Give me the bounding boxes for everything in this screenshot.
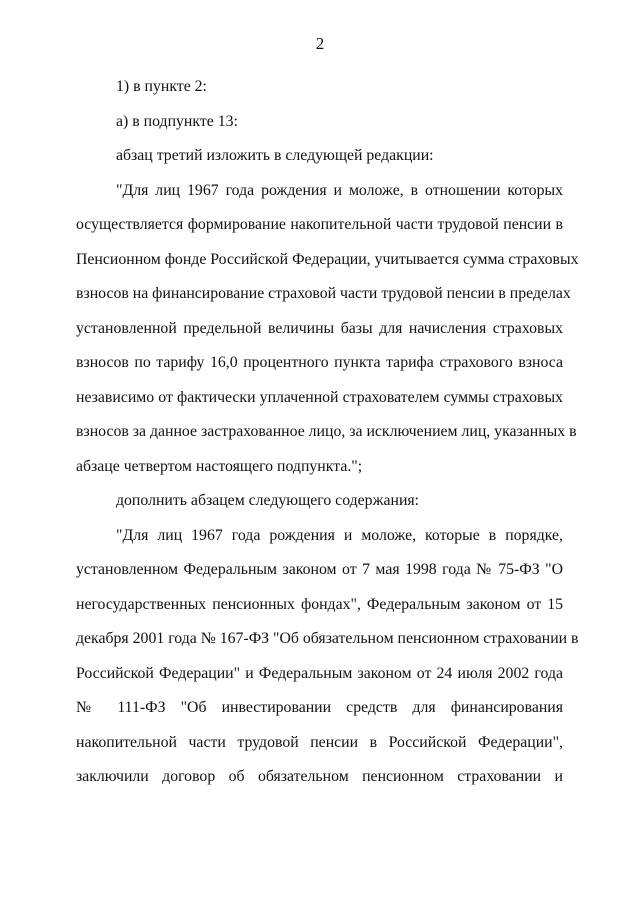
- quote-2-line-7: накопительной части трудовой пенсии в Российской Федерации",: [76, 733, 563, 751]
- quote-1-line-6: взносов по тарифу 16,0 процентного пункта тарифа страхового взноса: [76, 354, 563, 371]
- quote-1-line-5: установленной предельной величины базы для начисления страховых: [76, 319, 563, 337]
- quote-2-line-1: "Для лиц 1967 года рождения и моложе, которые в порядке,: [116, 526, 563, 544]
- paragraph-1-intro: абзац третий изложить в следующей редакции:: [116, 147, 434, 164]
- quote-2-line-5: Российской Федерации" и Федеральным законом от 24 июля 2002 года: [76, 664, 563, 682]
- quote-1-line-7: независимо от фактически уплаченной страхователем суммы страховых: [76, 388, 563, 406]
- quote-1-line-3: Пенсионном фонде Российской Федерации, учитывается сумма страховых: [76, 250, 579, 268]
- quote-1-line-2: осуществляется формирование накопительной части трудовой пенсии в: [76, 216, 563, 233]
- subitem-a-heading: а) в подпункте 13:: [116, 112, 238, 130]
- quote-2-line-4: декабря 2001 года № 167-ФЗ "Об обязательном пенсионном страховании в: [76, 630, 579, 647]
- page-number: 2: [315, 34, 325, 53]
- paragraph-2-quote: [76, 519, 579, 795]
- quote-1-line-9: абзаце четвертом настоящего подпункта.";: [76, 457, 363, 475]
- paragraph-1-quote: [76, 174, 579, 485]
- quote-2-line-8: заключили договор об обязательном пенсионном страховании и: [76, 768, 563, 785]
- quote-2-line-2: установленном Федеральным законом от 7 мая 1998 года № 75-ФЗ "О: [76, 561, 563, 578]
- quote-2-line-3: негосударственных пенсионных фондах", Федеральным законом от 15: [76, 595, 563, 613]
- quote-2-line-6: № 111-ФЗ "Об инвестировании средств для финансирования: [76, 699, 563, 716]
- item-1-heading: 1) в пункте 2:: [116, 78, 207, 95]
- document-body: [76, 70, 579, 795]
- quote-1-line-1: "Для лиц 1967 года рождения и моложе, в отношении которых: [116, 181, 563, 199]
- quote-1-line-4: взносов на финансирование страховой части трудовой пенсии в пределах: [76, 285, 571, 302]
- quote-1-line-8: взносов за данное застрахованное лицо, за исключением лиц, указанных в: [76, 423, 577, 440]
- paragraph-2-intro: дополнить абзацем следующего содержания:: [116, 492, 420, 509]
